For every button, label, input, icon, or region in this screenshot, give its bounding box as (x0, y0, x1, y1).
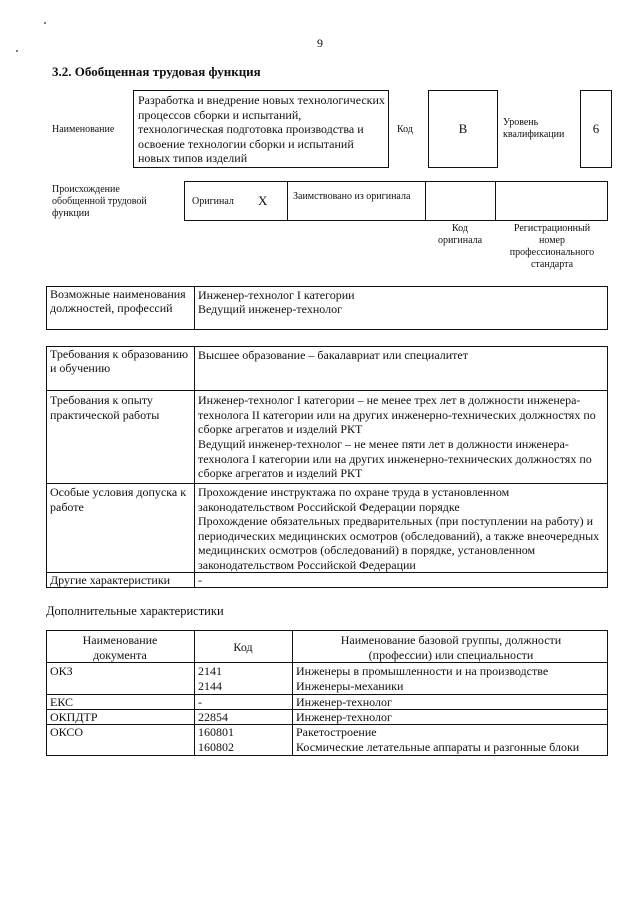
page-number: 9 (317, 36, 323, 50)
origin-label: Происхождение обобщенной трудовой функции (52, 184, 147, 219)
col-header-name: Наименование базовой группы, должности (профессии) или специальности (340, 633, 562, 662)
section-title: 3.2. Обобщенная трудовая функция (52, 64, 261, 79)
req-conditions-line-1: Прохождение инструктажа по охране труда в установленном законодательством Российской Федерации порядке (198, 485, 510, 514)
row-code-eks: - (198, 695, 202, 709)
row-doc-eks: ЕКС (50, 695, 74, 709)
row-name-eks: Инженер-технолог (296, 695, 392, 709)
req-experience-line-1: Инженер-технолог I категории – не менее трех лет в должности инженера-технолога II категории или на других инженерно-технических должностях по сборке агрегатов и изделий РКТ (198, 393, 596, 436)
position-value-2: Ведущий инженер-технолог (198, 302, 342, 316)
req-other-value: - (198, 573, 202, 587)
req-experience-label: Требования к опыту практической работы (50, 393, 160, 422)
position-value-1: Инженер-технолог I категории (198, 288, 355, 302)
original-label: Оригинал (192, 196, 234, 207)
name-label: Наименование (52, 124, 115, 135)
level-value: 6 (592, 121, 600, 136)
row-doc-okpdtr: ОКПДТР (50, 710, 98, 724)
req-education-value: Высшее образование – бакалавриат или специалитет (198, 348, 468, 362)
row-name-okso-1: Ракетостроение (296, 725, 377, 739)
borrowed-label: Заимствовано из оригинала (293, 191, 411, 202)
code-original-caption: Код оригинала (437, 223, 483, 246)
level-label: Уровень квалификации (503, 117, 565, 140)
row-code-okso-1: 160801 (198, 725, 234, 739)
row-code-okz-1: 2141 (198, 664, 222, 678)
code-label: Код (397, 124, 413, 135)
row-name-okz-2: Инженеры-механики (296, 679, 404, 693)
additional-heading: Дополнительные характеристики (46, 604, 224, 618)
row-name-okpdtr: Инженер-технолог (296, 710, 392, 724)
row-doc-okso: ОКСО (50, 725, 84, 739)
req-other-label: Другие характеристики (50, 573, 171, 587)
req-conditions-label: Особые условия допуска к работе (50, 485, 187, 514)
row-code-okz-2: 2144 (198, 679, 222, 693)
req-education-label: Требования к образованию и обучению (50, 347, 189, 375)
row-code-okso-2: 160802 (198, 740, 234, 754)
original-mark: X (258, 193, 268, 208)
col-header-code: Код (233, 640, 253, 654)
req-conditions-line-2: Прохождение обязательных предварительных (при поступлении на работу) и периодических медицинских осмотров (обследований), а также внеочередных медицинских осмотров (обследований) в порядке, установленном законодательством Российской Федерации (198, 514, 600, 572)
req-experience-line-2: Ведущий инженер-технолог – не менее пяти лет в должности инженера-технолога I категории или на других инженерно-технических должностях по сборке агрегатов и изделий РКТ (198, 437, 592, 480)
row-name-okz-1: Инженеры в промышленности и на производстве (296, 664, 549, 678)
row-code-okpdtr: 22854 (198, 710, 228, 724)
col-header-document: Наименование документа (82, 633, 158, 662)
row-name-okso-2: Космические летательные аппараты и разгонные блоки (296, 740, 580, 754)
name-value: Разработка и внедрение новых технологических процессов сборки и испытаний, технологическая подготовка производства и освоение технологии сборки и испытаний новых типов изделий (138, 93, 385, 165)
positions-label: Возможные наименования должностей, профессий (50, 287, 186, 315)
code-value: B (458, 121, 468, 136)
row-doc-okz: ОКЗ (50, 664, 73, 678)
reg-number-caption: Регистрационный номер профессионального стандарта (509, 223, 595, 270)
